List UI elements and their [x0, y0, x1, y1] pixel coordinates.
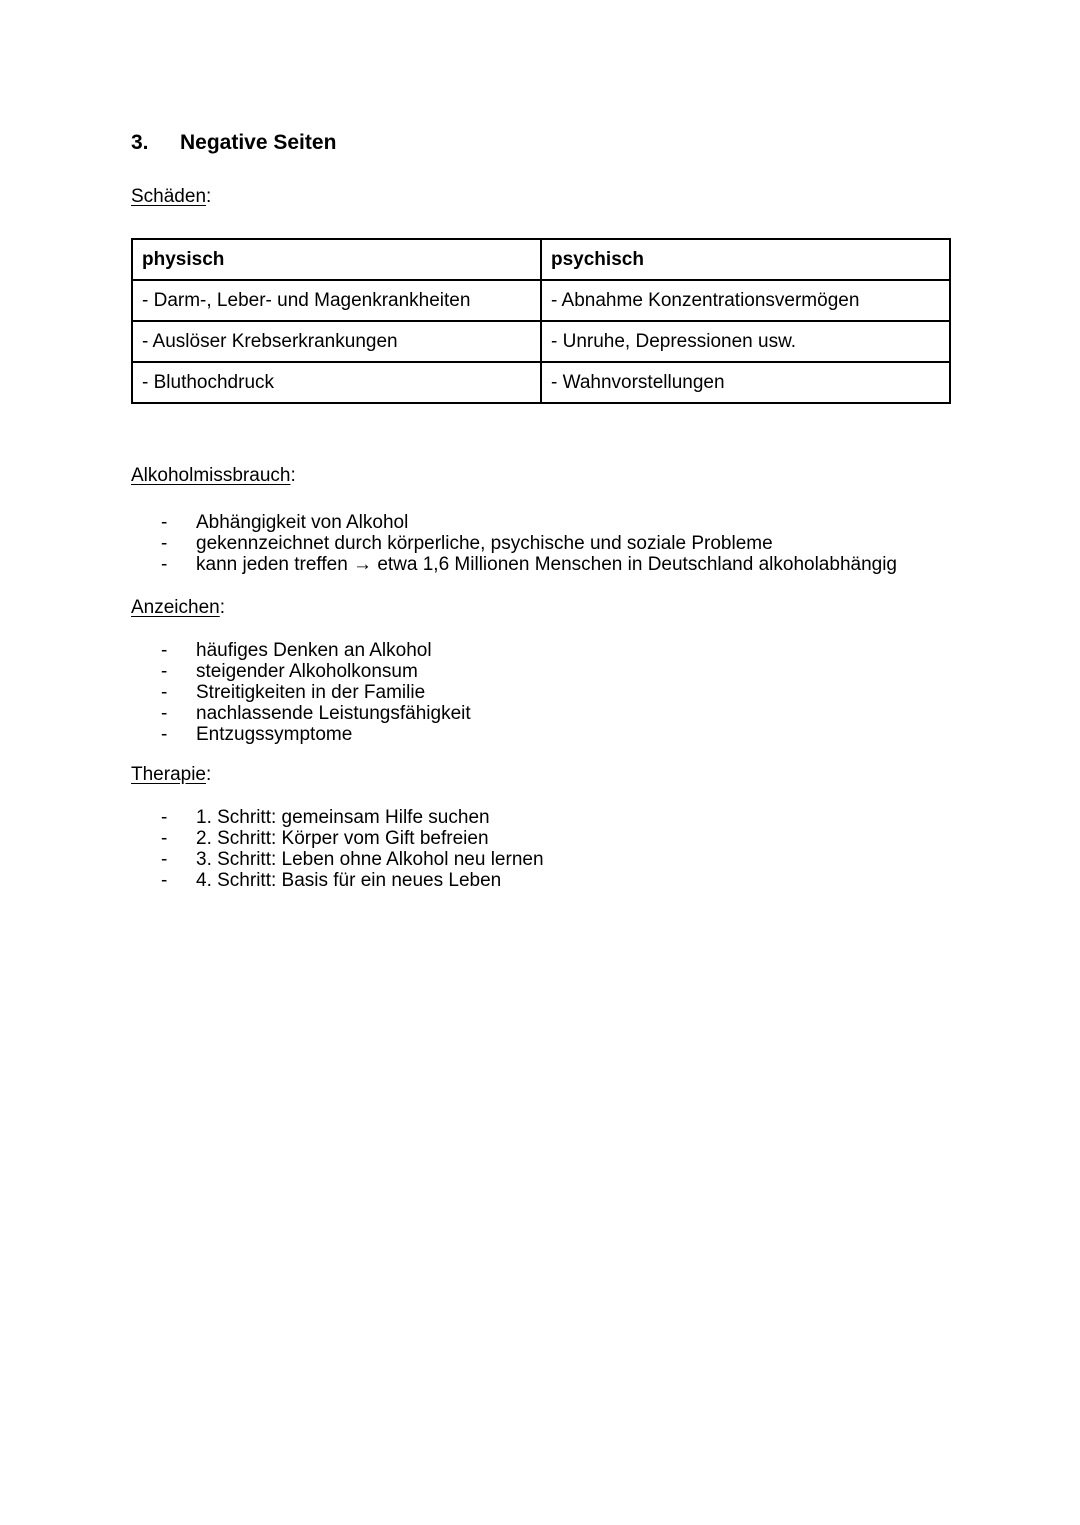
table-row	[132, 280, 950, 321]
damage-table	[131, 238, 951, 404]
list-item: - 2. Schritt: Körper vom Gift befreien	[161, 828, 489, 849]
list-item: - 3. Schritt: Leben ohne Alkohol neu lernen	[161, 849, 544, 870]
list-item: - Streitigkeiten in der Familie	[161, 682, 426, 703]
list-item: - nachlassende Leistungsfähigkeit	[161, 703, 471, 724]
table-cell: - Abnahme Konzentrationsvermögen	[541, 280, 950, 321]
list-item: - häufiges Denken an Alkohol	[161, 640, 432, 661]
therapy-label-text: Therapie	[131, 764, 206, 785]
list-item: - gekennzeichnet durch körperliche, psychische und soziale Probleme	[161, 533, 773, 554]
table-cell: - Darm-, Leber- und Magenkrankheiten	[132, 280, 541, 321]
list-item: - Entzugssymptome	[161, 724, 353, 745]
list-item: - Abhängigkeit von Alkohol	[161, 512, 409, 533]
abuse-label: Alkoholmissbrauch:	[131, 465, 296, 486]
header-physisch: physisch	[132, 239, 541, 280]
list-item: - kann jeden treffen → etwa 1,6 Millionen Menschen in Deutschland alkoholabhängig	[161, 554, 897, 575]
damage-label-text: Schäden	[131, 186, 207, 207]
list-item: - 4. Schritt: Basis für ein neues Leben	[161, 870, 502, 891]
table-row	[132, 321, 950, 362]
damage-label: Schäden:	[131, 186, 212, 207]
header-psychisch: psychisch	[541, 239, 950, 280]
signs-list	[161, 640, 471, 745]
therapy-label: Therapie:	[131, 764, 212, 785]
signs-label-text: Anzeichen	[131, 597, 220, 618]
therapy-list	[161, 807, 544, 891]
abuse-label-text: Alkoholmissbrauch	[131, 465, 291, 486]
section-heading	[131, 130, 336, 156]
table-row	[132, 362, 950, 403]
table-cell: - Bluthochdruck	[132, 362, 541, 403]
section-title: Negative Seiten	[180, 131, 337, 154]
abuse-list	[161, 512, 897, 575]
list-item: - steigender Alkoholkonsum	[161, 661, 418, 682]
list-item: - 1. Schritt: gemeinsam Hilfe suchen	[161, 807, 490, 828]
table-cell: - Auslöser Krebserkrankungen	[132, 321, 541, 362]
signs-label: Anzeichen:	[131, 597, 226, 618]
table-cell: - Unruhe, Depressionen usw.	[541, 321, 950, 362]
section-number: 3.	[131, 131, 149, 154]
table-header-row	[132, 239, 950, 280]
table-cell: - Wahnvorstellungen	[541, 362, 950, 403]
